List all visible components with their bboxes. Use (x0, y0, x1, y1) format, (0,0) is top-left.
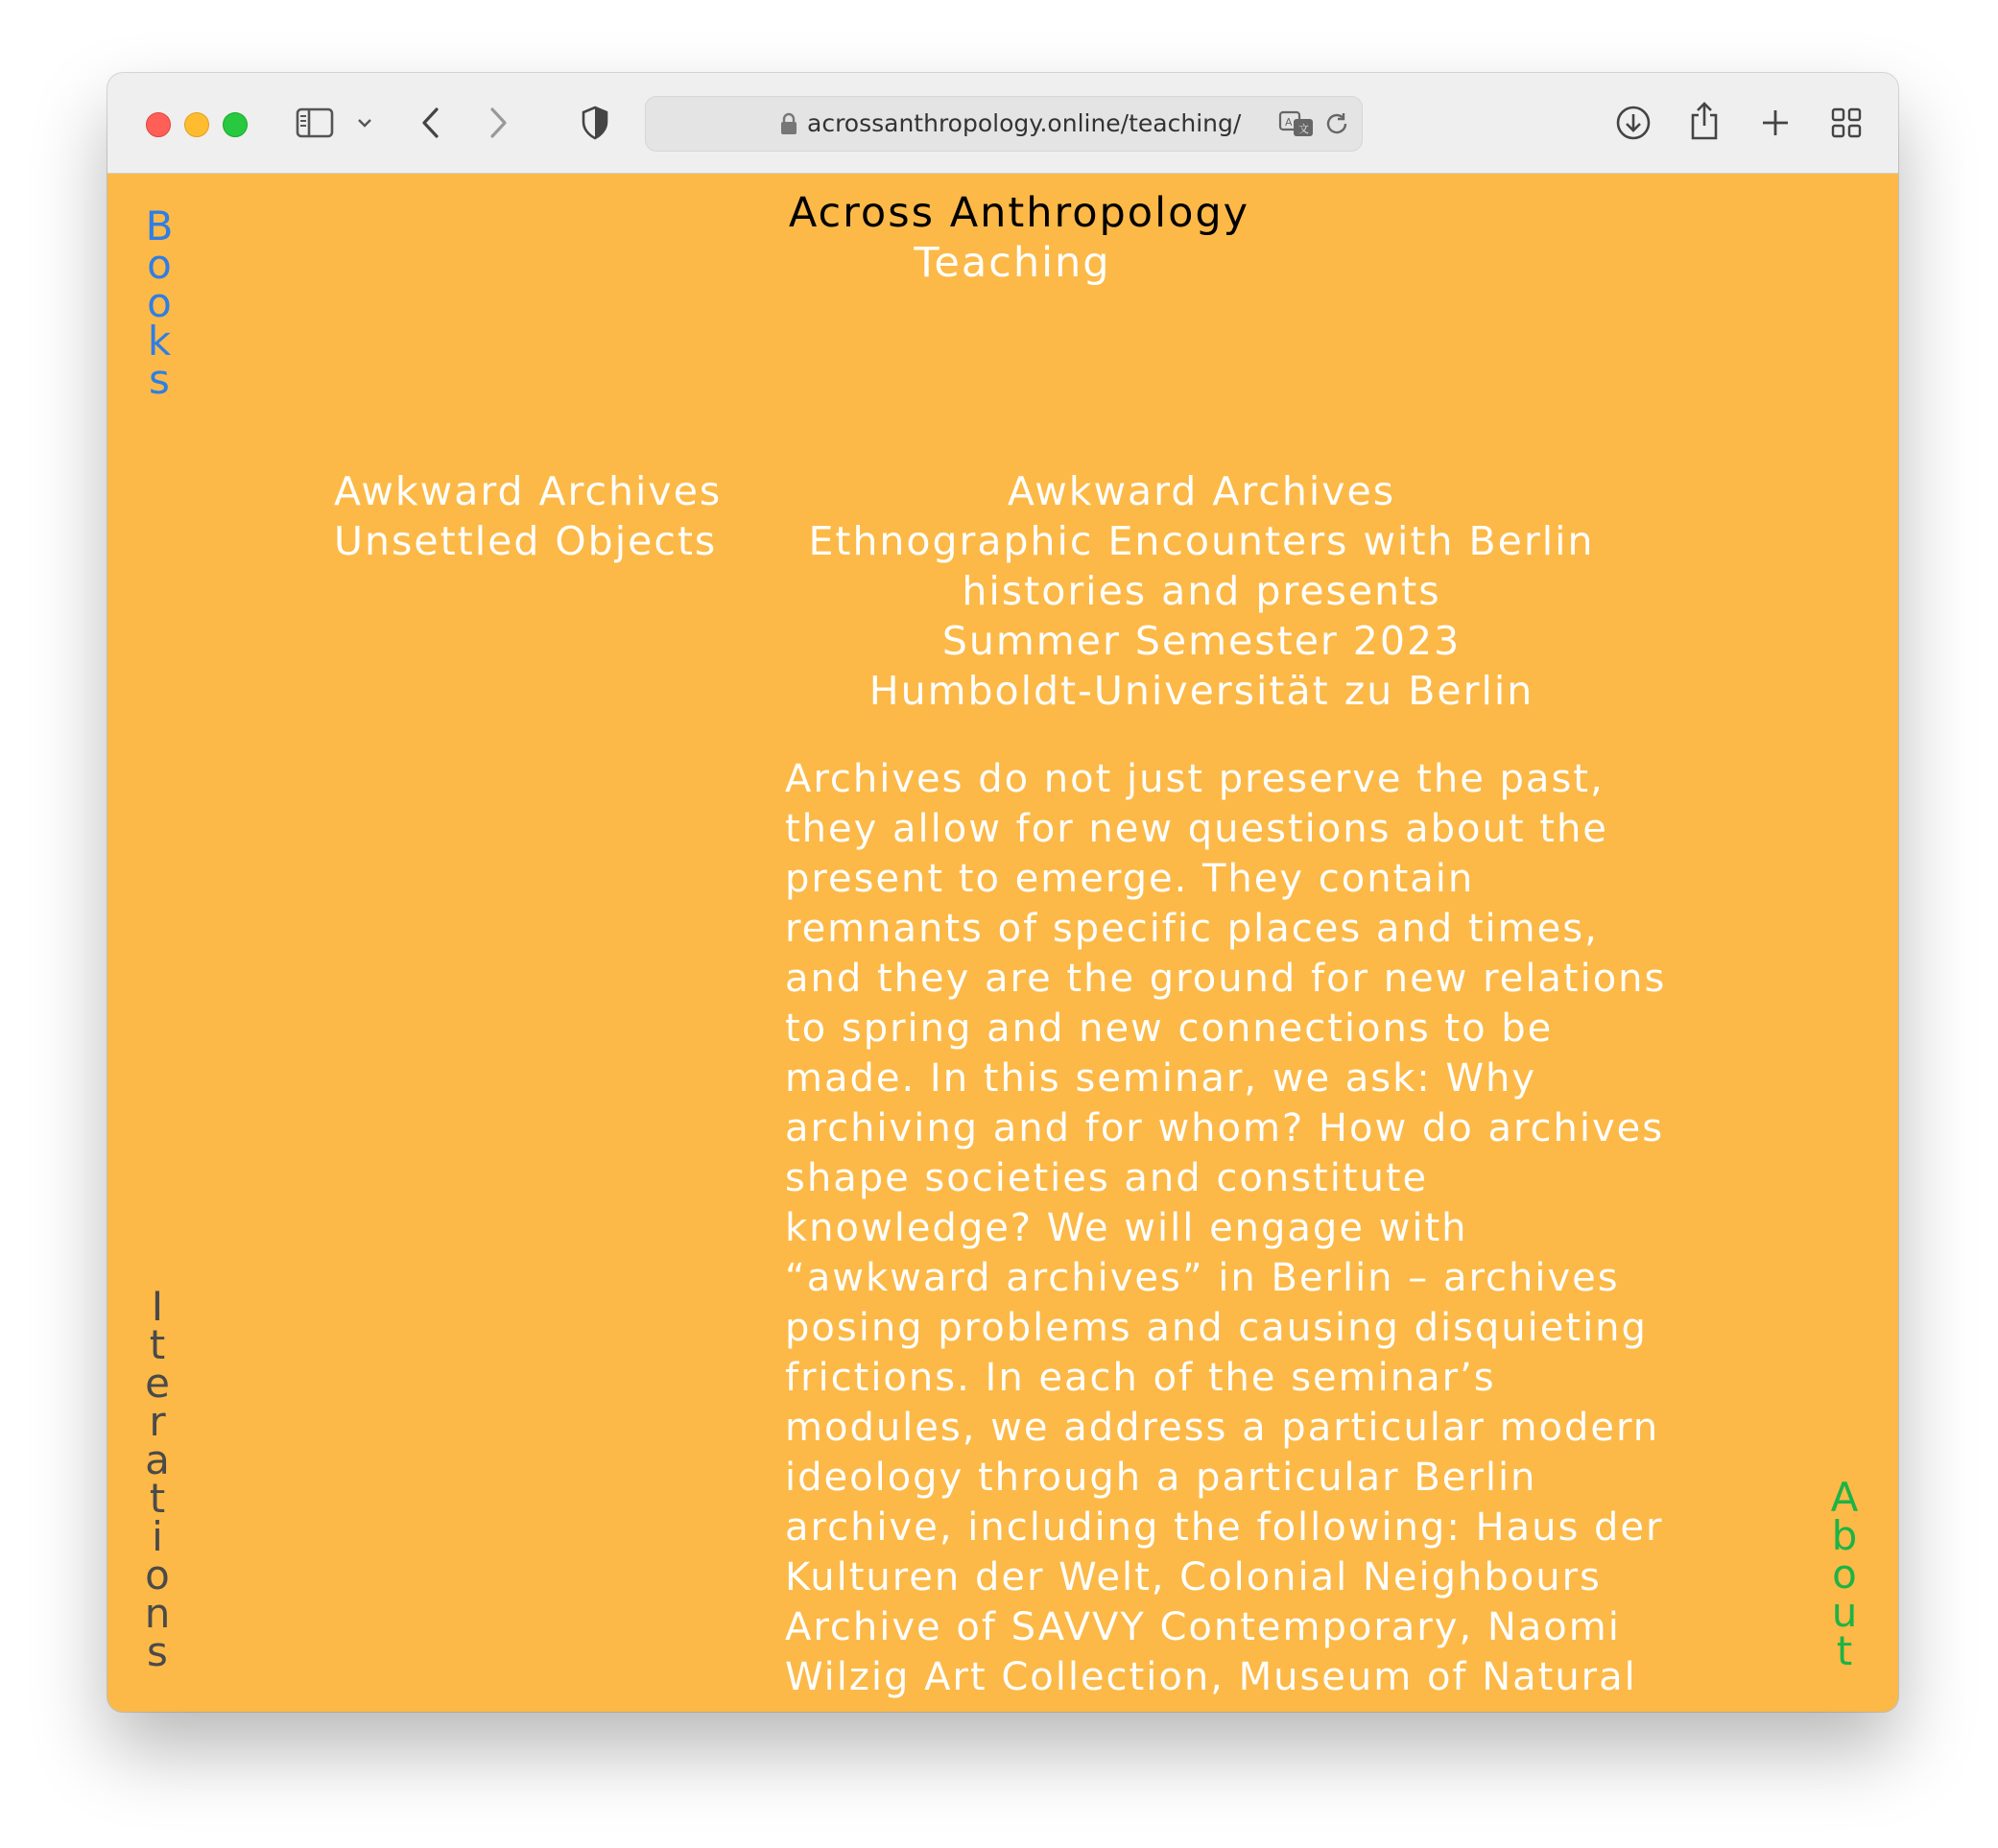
nav-iterations-link[interactable] (138, 1283, 177, 1675)
course-title: Awkward Archives (1007, 468, 1396, 514)
course-link-awkward-archives[interactable]: Awkward Archives (334, 468, 723, 514)
nav-about-link[interactable] (1825, 1474, 1864, 1674)
nav-letter: o (147, 241, 172, 288)
nav-letter: o (1832, 1551, 1857, 1598)
description-line: remnants of specific places and times, (785, 907, 1599, 951)
description-line: knowledge? We will engage with (785, 1206, 1468, 1250)
description-line: “awkward archives” in Berlin – archives (785, 1256, 1620, 1300)
minimize-window-button[interactable] (184, 112, 209, 137)
description-line: to spring and new connections to be (785, 1007, 1554, 1051)
nav-letter: s (147, 1628, 168, 1675)
lock-icon (778, 110, 799, 137)
nav-letter: u (1831, 1589, 1858, 1636)
nav-letter: o (145, 1552, 170, 1599)
address-bar[interactable] (645, 96, 1363, 152)
nav-letter: i (152, 1513, 163, 1560)
nav-letter: o (147, 279, 172, 326)
description-line: Archive of SAVVY Contemporary, Naomi (785, 1605, 1621, 1649)
chevron-down-icon[interactable] (353, 109, 376, 136)
tab-overview-icon[interactable] (1827, 102, 1866, 144)
back-icon[interactable] (413, 102, 447, 144)
course-header (770, 466, 1633, 716)
description-line: and they are the ground for new relations (785, 957, 1667, 1001)
nav-letter: I (151, 1283, 164, 1330)
course-semester: Summer Semester 2023 (941, 618, 1462, 664)
description-line: ideology through a particular Berlin (785, 1456, 1537, 1500)
nav-letter: a (145, 1436, 170, 1483)
nav-letter: k (147, 318, 172, 365)
description-line: Archives do not just preserve the past, (785, 757, 1605, 801)
nav-letter: t (149, 1321, 166, 1368)
description-line: archiving and for whom? How do archives (785, 1106, 1665, 1150)
course-description (785, 754, 1687, 1702)
nav-letter: A (1830, 1474, 1859, 1521)
browser-toolbar (107, 73, 1898, 174)
nav-letter: t (1836, 1627, 1853, 1674)
translate-icon[interactable] (1277, 107, 1316, 141)
share-icon[interactable] (1685, 98, 1724, 144)
description-line: made. In this seminar, we ask: Why (785, 1056, 1537, 1101)
download-icon[interactable] (1612, 102, 1654, 144)
site-title[interactable]: Across Anthropology (788, 189, 1250, 237)
browser-window (107, 73, 1898, 1712)
privacy-shield-icon[interactable] (578, 102, 612, 144)
page-content (107, 174, 1898, 1712)
nav-letter: e (145, 1360, 170, 1407)
svg-text:A: A (1285, 116, 1293, 129)
course-link-unsettled-objects[interactable]: Unsettled Objects (334, 518, 718, 564)
sidebar-toggle-icon[interactable] (294, 104, 336, 142)
url-text: acrossanthropology.online/teaching/ (807, 109, 1242, 137)
description-line: Kulturen der Welt, Colonial Neighbours (785, 1555, 1602, 1599)
nav-letter: s (149, 356, 170, 403)
nav-letter: B (145, 202, 174, 249)
zoom-window-button[interactable] (223, 112, 248, 137)
description-line: frictions. In each of the seminar’s (785, 1356, 1496, 1400)
nav-letter: r (149, 1398, 166, 1445)
description-line: Wilzig Art Collection, Museum of Natural (785, 1655, 1637, 1699)
page-subtitle: Teaching (914, 239, 1111, 287)
reload-icon[interactable] (1321, 108, 1352, 139)
description-line: they allow for new questions about the (785, 807, 1608, 851)
close-window-button[interactable] (146, 112, 171, 137)
course-subtitle-line: Ethnographic Encounters with Berlin (808, 518, 1595, 564)
nav-letter: t (149, 1475, 166, 1522)
new-tab-icon[interactable] (1756, 102, 1795, 144)
nav-letter: n (144, 1590, 171, 1637)
course-subtitle-line: histories and presents (962, 568, 1441, 614)
nav-books-link[interactable] (140, 202, 178, 403)
svg-text:文: 文 (1298, 123, 1309, 135)
description-line: posing problems and causing disquieting (785, 1306, 1648, 1350)
description-line: modules, we address a particular modern (785, 1406, 1660, 1450)
forward-icon[interactable] (482, 102, 516, 144)
description-line: shape societies and constitute (785, 1156, 1429, 1200)
course-list (334, 466, 766, 566)
description-line: archive, including the following: Haus der (785, 1505, 1664, 1550)
description-line: present to emerge. They contain (785, 857, 1475, 901)
course-university: Humboldt-Universität zu Berlin (868, 668, 1534, 714)
nav-letter: b (1831, 1512, 1858, 1559)
